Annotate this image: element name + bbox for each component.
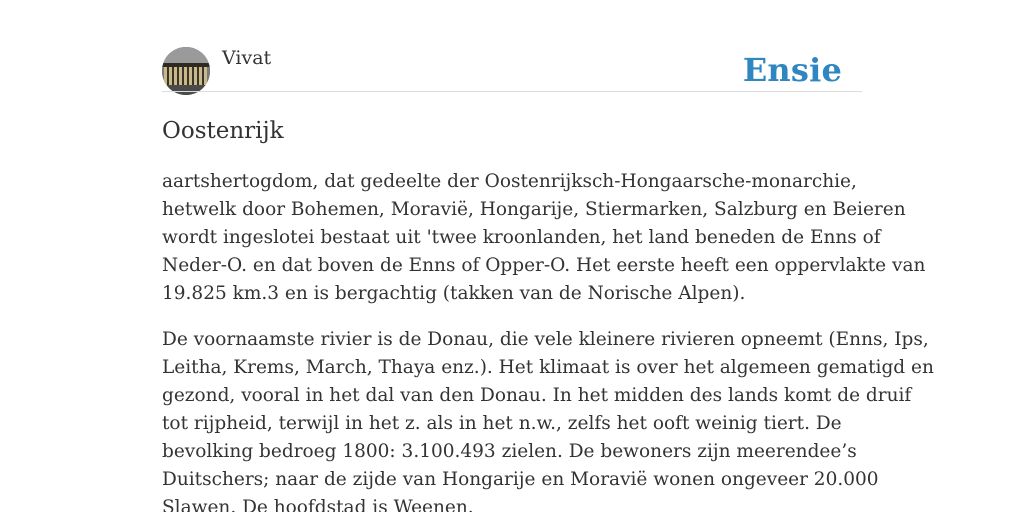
paragraph-line: Slawen. De hoofdstad is Weenen.	[162, 497, 474, 512]
author-avatar[interactable]	[162, 47, 210, 95]
paragraph-line: De voornaamste rivier is de Donau, die vele kleinere rivieren opneemt (Enns, Ips,	[162, 329, 929, 350]
article-paragraph	[162, 168, 926, 308]
paragraph-line: aartshertogdom, dat gedeelte der Oostenrijksch-Hongaarsche-monarchie,	[162, 171, 857, 192]
paragraph-line: wordt ingeslotei bestaat uit 'twee kroonlanden, het land beneden de Enns of	[162, 227, 881, 248]
paragraph-line: bevolking bedroeg 1800: 3.100.493 zielen. De bewoners zijn meerendee’s	[162, 441, 857, 462]
paragraph-line: tot rijpheid, terwijl in het z. als in het n.w., zelfs het ooft weinig tiert. De	[162, 413, 842, 434]
avatar-image	[162, 47, 210, 95]
paragraph-line: hetwelk door Bohemen, Moravië, Hongarije, Stiermarken, Salzburg en Beieren	[162, 199, 906, 220]
paragraph-line: Neder-O. en dat boven de Enns of Opper-O. Het eerste heeft een oppervlakte van	[162, 255, 926, 276]
page-title: Oostenrijk	[162, 118, 284, 144]
paragraph-line: Duitschers; naar de zijde van Hongarije en Moravië wonen ongeveer 20.000	[162, 469, 879, 490]
paragraph-line: 19.825 km.3 en is bergachtig (takken van de Norische Alpen).	[162, 283, 746, 304]
author-name[interactable]: Vivat	[222, 47, 272, 69]
brand-logo[interactable]: Ensie	[742, 51, 842, 89]
paragraph-line: Leitha, Krems, March, Thaya enz.). Het klimaat is over het algemeen gematigd en	[162, 357, 934, 378]
article-paragraph	[162, 326, 934, 512]
paragraph-line: gezond, vooral in het dal van den Donau. In het midden des lands komt de druif	[162, 385, 912, 406]
header-divider	[162, 91, 862, 92]
article-body	[162, 168, 934, 512]
